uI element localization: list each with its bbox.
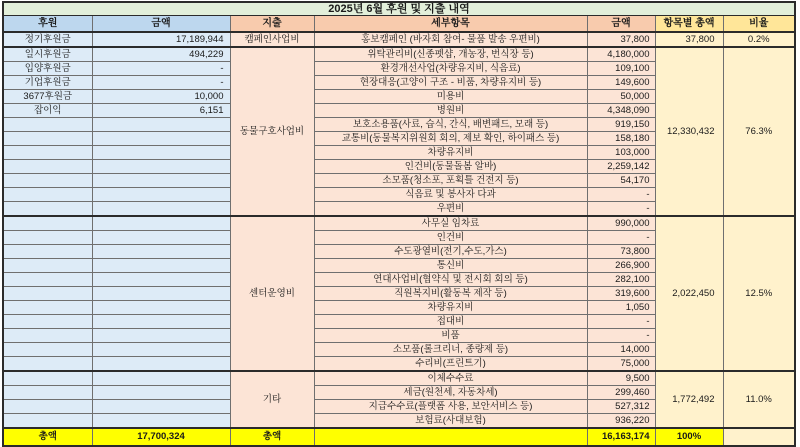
donation-name-cell: 일시후원금 <box>3 47 92 62</box>
expense-amount-cell: 4,180,000 <box>587 47 655 62</box>
expense-amount-cell: 4,348,090 <box>587 104 655 118</box>
donation-amount-cell: 6,151 <box>92 104 230 118</box>
table-row <box>3 47 795 62</box>
donation-amount-cell <box>92 216 230 231</box>
group-ratio-cell: 0.2% <box>723 32 795 47</box>
donation-name-cell <box>3 202 92 217</box>
donation-amount-cell <box>92 160 230 174</box>
donation-name-cell <box>3 174 92 188</box>
expense-total-amount: 16,163,174 <box>587 428 655 446</box>
expense-detail-cell: 미용비 <box>314 90 587 104</box>
total-ratio-value: 100% <box>655 428 723 446</box>
table-row <box>3 216 795 231</box>
group-ratio-cell: 12.5% <box>723 216 795 371</box>
donation-name-cell <box>3 259 92 273</box>
expense-amount-cell: 54,170 <box>587 174 655 188</box>
donation-amount-cell <box>92 146 230 160</box>
report-table <box>2 1 796 447</box>
expense-detail-cell: 이체수수료 <box>314 371 587 386</box>
group-subtotal-cell: 37,800 <box>655 32 723 47</box>
group-ratio-cell: 76.3% <box>723 47 795 216</box>
donation-amount-cell <box>92 400 230 414</box>
expense-detail-cell: 차량유지비 <box>314 146 587 160</box>
donation-amount-cell <box>92 386 230 400</box>
donation-total-label: 총액 <box>3 428 92 446</box>
donation-total-amount: 17,700,324 <box>92 428 230 446</box>
donation-name-cell: 기업후원금 <box>3 76 92 90</box>
expense-detail-cell: 통신비 <box>314 259 587 273</box>
donation-amount-cell <box>92 132 230 146</box>
expense-amount-cell: 158,180 <box>587 132 655 146</box>
expense-detail-cell: 소모품(롤크리너, 종량제 등) <box>314 343 587 357</box>
donation-amount-cell <box>92 343 230 357</box>
donation-amount-cell <box>92 315 230 329</box>
donation-amount-cell <box>92 245 230 259</box>
expense-amount-cell: 527,312 <box>587 400 655 414</box>
expense-group-cell: 센터운영비 <box>230 216 314 371</box>
expense-amount-cell: 103,000 <box>587 146 655 160</box>
expense-amount-cell: 282,100 <box>587 273 655 287</box>
donation-name-cell <box>3 414 92 429</box>
expense-group-cell: 기타 <box>230 371 314 428</box>
donation-name-cell <box>3 301 92 315</box>
expense-detail-cell: 직원복지비(활동복 제작 등) <box>314 287 587 301</box>
donation-name-cell <box>3 216 92 231</box>
expense-amount-cell: - <box>587 188 655 202</box>
col-header-donation-amount: 금액 <box>92 16 230 33</box>
expense-group-cell: 캠페인사업비 <box>230 32 314 47</box>
expense-amount-cell: 319,600 <box>587 287 655 301</box>
expense-amount-cell: 149,600 <box>587 76 655 90</box>
total-ratio-empty-cell <box>723 428 795 446</box>
donation-name-cell <box>3 132 92 146</box>
donation-amount-cell: - <box>92 76 230 90</box>
total-row <box>3 428 795 446</box>
expense-amount-cell: 109,100 <box>587 62 655 76</box>
expense-amount-cell: 299,460 <box>587 386 655 400</box>
donation-name-cell <box>3 245 92 259</box>
group-subtotal-cell: 1,772,492 <box>655 371 723 428</box>
expense-detail-cell: 현장대응(고양이 구조 - 비품, 차량유지비 등) <box>314 76 587 90</box>
col-header-ratio: 비율 <box>723 16 795 33</box>
donation-name-cell: 입양후원금 <box>3 62 92 76</box>
donation-name-cell <box>3 329 92 343</box>
expense-detail-cell: 지급수수료(플랫폼 사용, 보안서비스 등) <box>314 400 587 414</box>
col-header-expense: 지출 <box>230 16 314 33</box>
expense-group-cell: 동물구호사업비 <box>230 47 314 216</box>
expense-detail-cell: 비품 <box>314 329 587 343</box>
expense-detail-cell: 연대사업비(협약식 및 전시회 회의 등) <box>314 273 587 287</box>
expense-amount-cell: 75,000 <box>587 357 655 372</box>
donation-name-cell <box>3 287 92 301</box>
group-subtotal-cell: 12,330,432 <box>655 47 723 216</box>
expense-detail-cell: 수도광열비(전기,수도,가스) <box>314 245 587 259</box>
donation-amount-cell <box>92 357 230 372</box>
expense-amount-cell: - <box>587 202 655 217</box>
col-header-detail: 세부항목 <box>314 16 587 33</box>
expense-amount-cell: 2,259,142 <box>587 160 655 174</box>
expense-detail-cell: 환경개선사업(차량유지비, 식음료) <box>314 62 587 76</box>
expense-amount-cell: 1,050 <box>587 301 655 315</box>
expense-amount-cell: - <box>587 231 655 245</box>
donation-name-cell <box>3 386 92 400</box>
expense-detail-cell: 소모품(청소포, 포획틀 건전지 등) <box>314 174 587 188</box>
col-header-subtotal: 항목별 총액 <box>655 16 723 33</box>
donation-name-cell: 3677후원금 <box>3 90 92 104</box>
donation-amount-cell <box>92 329 230 343</box>
group-subtotal-cell: 2,022,450 <box>655 216 723 371</box>
donation-name-cell: 정기후원금 <box>3 32 92 47</box>
donation-amount-cell <box>92 371 230 386</box>
donation-amount-cell <box>92 118 230 132</box>
expense-amount-cell: 73,800 <box>587 245 655 259</box>
expense-detail-cell: 위탁관리비(신종펫샵, 개농장, 번식장 등) <box>314 47 587 62</box>
donation-name-cell <box>3 400 92 414</box>
table-row <box>3 371 795 386</box>
expense-amount-cell: 14,000 <box>587 343 655 357</box>
expense-detail-cell: 교통비(동물복지위원회 회의, 제보 확인, 하이패스 등) <box>314 132 587 146</box>
expense-amount-cell: 990,000 <box>587 216 655 231</box>
donation-name-cell <box>3 371 92 386</box>
expense-amount-cell: 266,900 <box>587 259 655 273</box>
expense-amount-cell: 936,220 <box>587 414 655 429</box>
donation-name-cell <box>3 231 92 245</box>
expense-detail-cell: 세금(원천세, 자동차세) <box>314 386 587 400</box>
donation-amount-cell <box>92 202 230 217</box>
expense-amount-cell: 50,000 <box>587 90 655 104</box>
col-header-expense-amount: 금액 <box>587 16 655 33</box>
expense-detail-cell: 접대비 <box>314 315 587 329</box>
donation-amount-cell <box>92 273 230 287</box>
expense-detail-cell: 인건비(동물돌봄 알바) <box>314 160 587 174</box>
donation-name-cell <box>3 188 92 202</box>
donation-amount-cell <box>92 301 230 315</box>
expense-amount-cell: 9,500 <box>587 371 655 386</box>
donation-name-cell <box>3 146 92 160</box>
expense-amount-cell: 37,800 <box>587 32 655 47</box>
expense-detail-cell: 병원비 <box>314 104 587 118</box>
donation-name-cell <box>3 357 92 372</box>
expense-detail-cell: 수리비(프린트기) <box>314 357 587 372</box>
expense-detail-cell: 보험료(사대보험) <box>314 414 587 429</box>
expense-detail-cell: 홍보캠페인 (바자회 참여- 물품 발송 우편비) <box>314 32 587 47</box>
expense-amount-cell: - <box>587 329 655 343</box>
expense-amount-cell: 919,150 <box>587 118 655 132</box>
donation-amount-cell <box>92 414 230 429</box>
total-detail-empty-cell <box>314 428 587 446</box>
expense-total-label: 총액 <box>230 428 314 446</box>
donation-amount-cell <box>92 188 230 202</box>
donation-name-cell <box>3 343 92 357</box>
expense-detail-cell: 인건비 <box>314 231 587 245</box>
group-ratio-cell: 11.0% <box>723 371 795 428</box>
donation-amount-cell <box>92 287 230 301</box>
expense-detail-cell: 식음료 및 봉사자 다과 <box>314 188 587 202</box>
donation-amount-cell: 10,000 <box>92 90 230 104</box>
report-title: 2025년 6월 후원 및 지출 내역 <box>3 2 795 16</box>
col-header-donation: 후원 <box>3 16 92 33</box>
donation-amount-cell: 17,189,944 <box>92 32 230 47</box>
donation-name-cell <box>3 160 92 174</box>
donation-name-cell <box>3 315 92 329</box>
donation-amount-cell <box>92 259 230 273</box>
donation-amount-cell <box>92 231 230 245</box>
donation-name-cell <box>3 118 92 132</box>
expense-detail-cell: 우편비 <box>314 202 587 217</box>
expense-detail-cell: 차량유지비 <box>314 301 587 315</box>
donation-name-cell: 잡이익 <box>3 104 92 118</box>
expense-detail-cell: 보호소용품(사료, 습식, 간식, 배변패드, 모래 등) <box>314 118 587 132</box>
table-row <box>3 32 795 47</box>
donation-name-cell <box>3 273 92 287</box>
expense-detail-cell: 사무실 임차료 <box>314 216 587 231</box>
donation-amount-cell <box>92 174 230 188</box>
donation-amount-cell: 494,229 <box>92 47 230 62</box>
donation-amount-cell: - <box>92 62 230 76</box>
expense-amount-cell: - <box>587 315 655 329</box>
